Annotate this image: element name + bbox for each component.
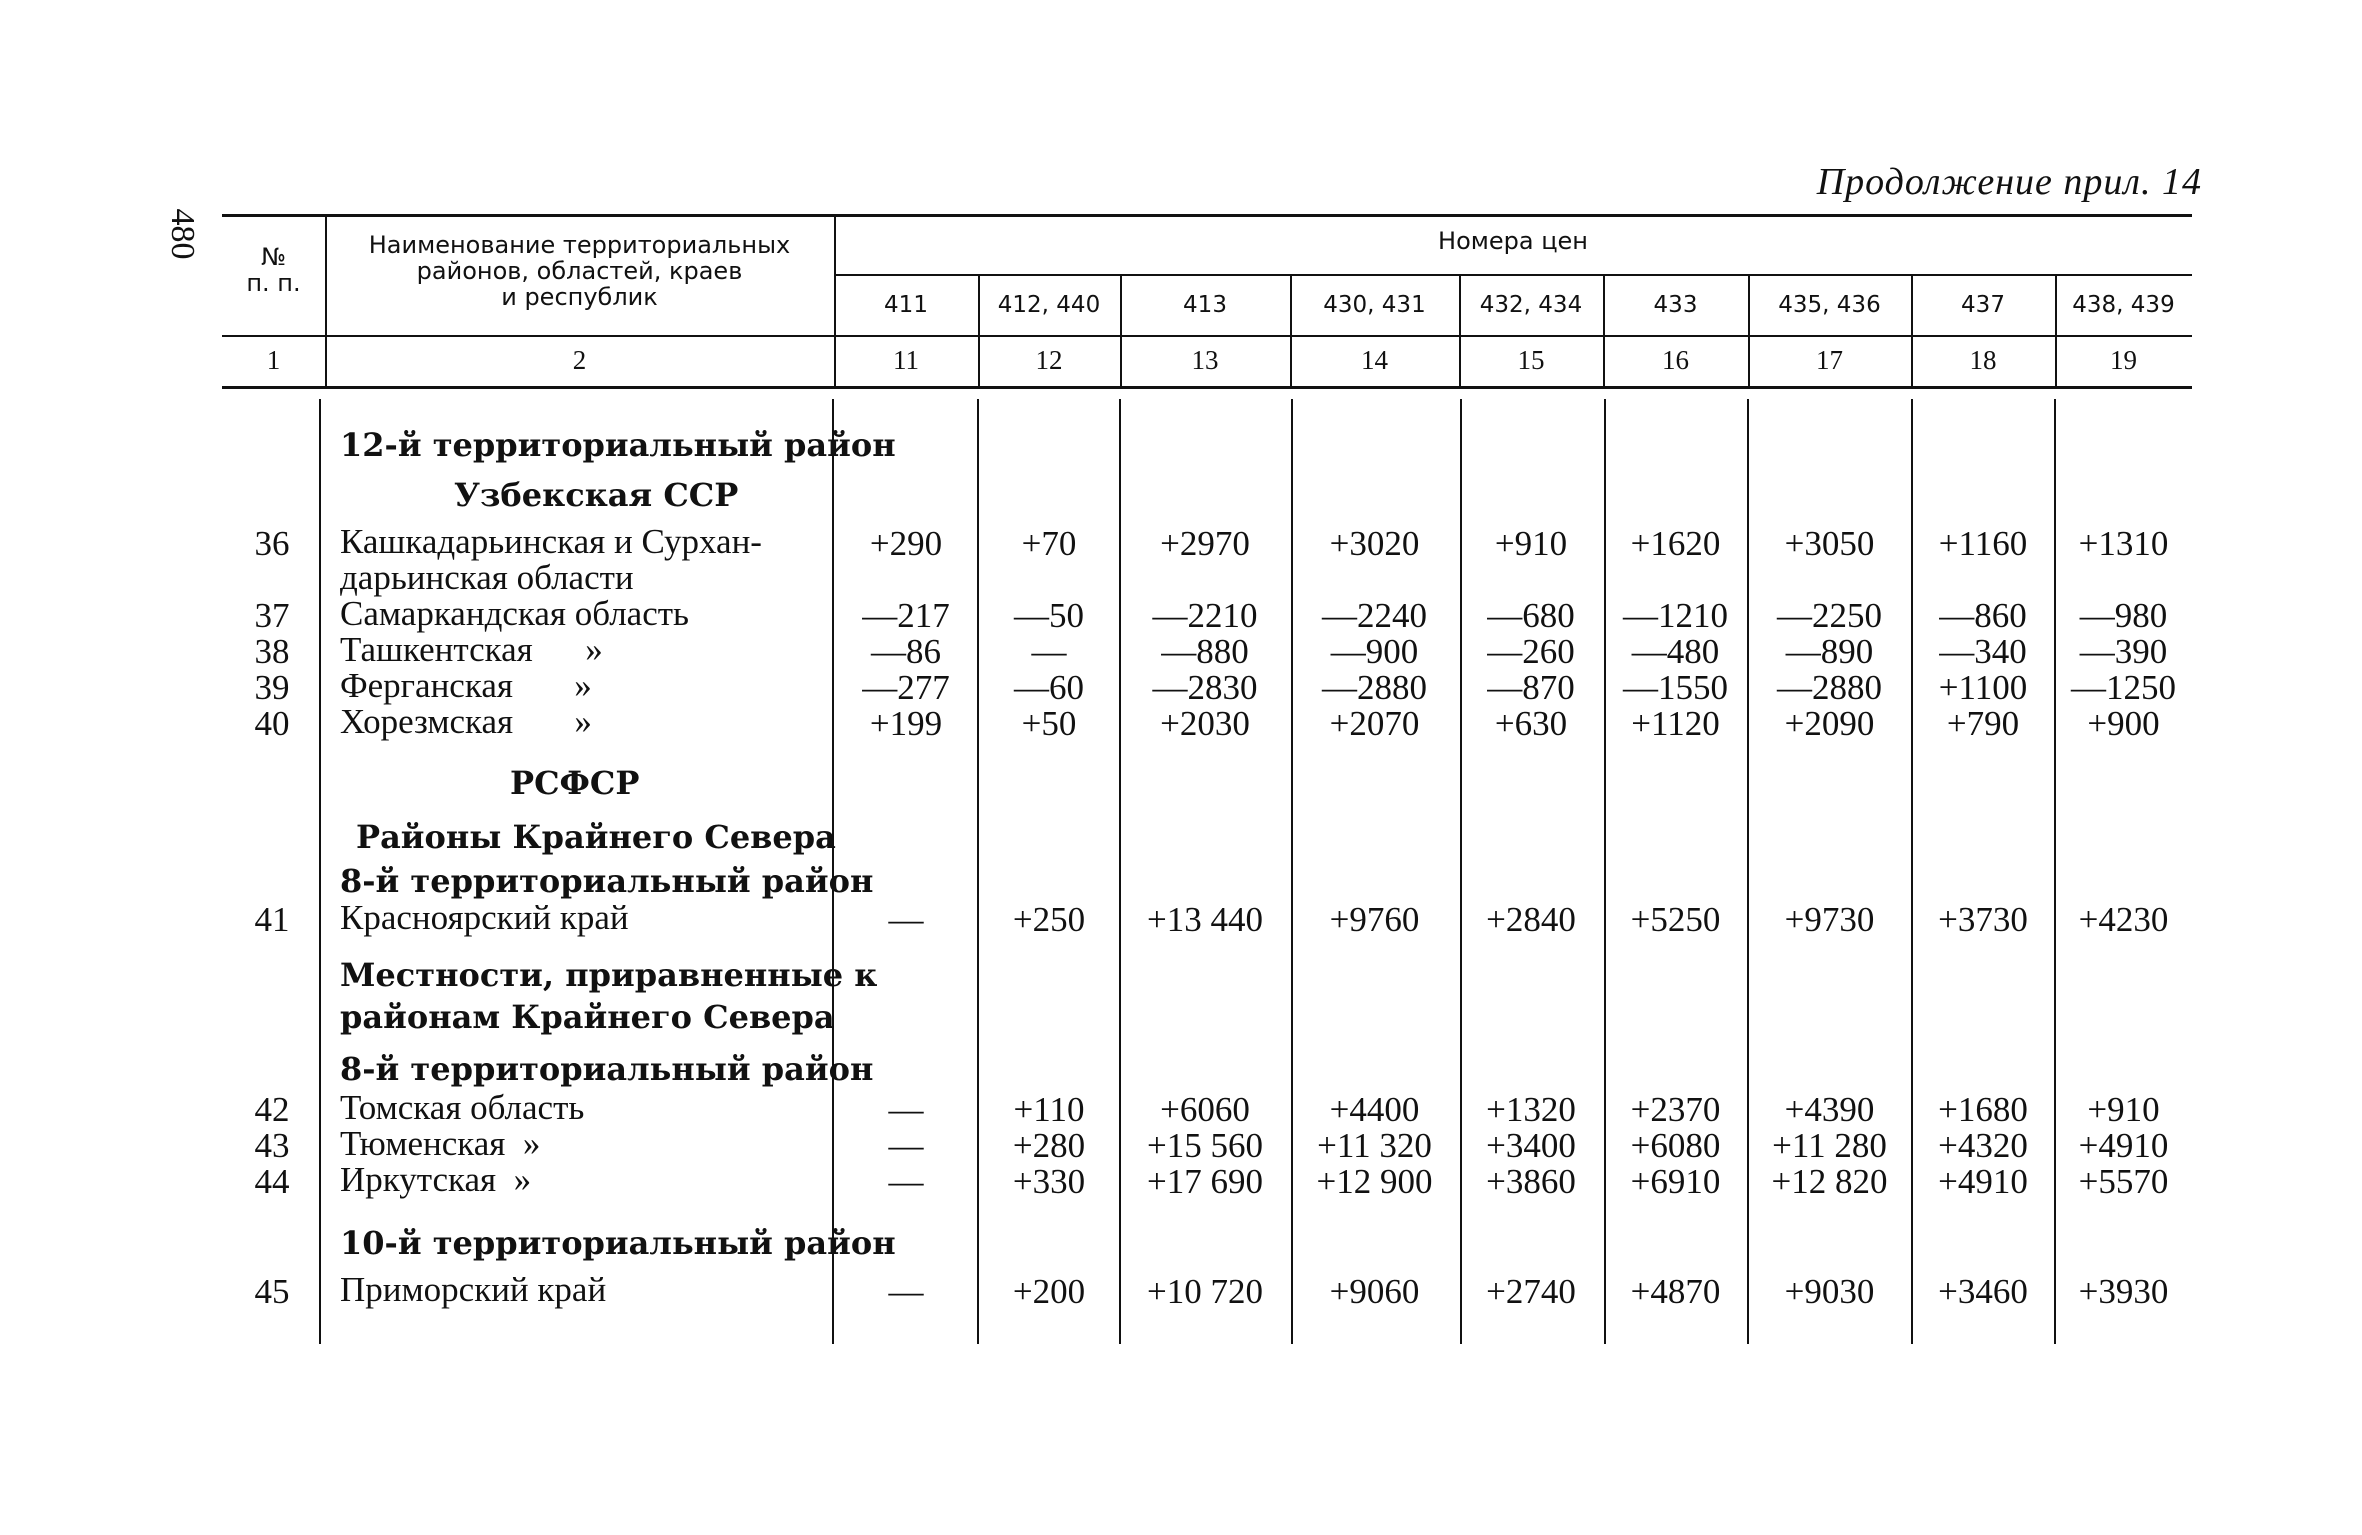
row-name: Приморский край: [340, 1270, 607, 1309]
price-cell: +5570: [2078, 1162, 2169, 1201]
row-number: 40: [254, 704, 290, 743]
price-cell: +200: [1012, 1272, 1086, 1311]
header-no-line1: №: [261, 243, 286, 271]
price-cell: +4320: [1938, 1126, 2028, 1165]
price-cell: +4870: [1630, 1272, 1721, 1311]
column-number-19: 19: [2110, 345, 2137, 375]
header-no-cell: [222, 244, 325, 296]
price-cell: +2070: [1329, 704, 1420, 743]
price-cell: +110: [1013, 1090, 1085, 1129]
price-cell: +6060: [1160, 1090, 1250, 1129]
price-cell: —: [888, 1126, 924, 1165]
price-cell: +50: [1021, 704, 1077, 743]
price-cell: +9730: [1784, 900, 1875, 939]
header-name-line2: районов, областей, краев: [416, 257, 743, 285]
price-cell: +6080: [1630, 1126, 1721, 1165]
row-name: Ферганская »: [340, 666, 592, 705]
price-cell: +11 320: [1317, 1126, 1432, 1165]
price-cell: +290: [869, 524, 943, 563]
section-8-region-a: 8-й территориальный район: [340, 862, 874, 900]
price-cell: +4910: [2078, 1126, 2169, 1165]
price-cell: —2880: [1322, 668, 1427, 707]
continuation-caption: Продолжение прил. 14: [1816, 161, 2202, 203]
page-number: 480: [164, 208, 201, 260]
price-number-1: 411: [884, 292, 928, 318]
price-cell: +3860: [1486, 1162, 1576, 1201]
section-far-north: Районы Крайнего Севера: [356, 818, 836, 856]
price-cell: +4390: [1784, 1090, 1875, 1129]
price-cell: —: [1031, 632, 1067, 671]
price-number-4: 430, 431: [1323, 292, 1426, 318]
price-number-9: 438, 439: [2072, 292, 2175, 318]
price-cell: +9060: [1329, 1272, 1420, 1311]
price-cell: —2830: [1152, 668, 1258, 707]
price-cell: +2370: [1630, 1090, 1721, 1129]
price-cell: —277: [862, 668, 950, 707]
price-cell: —2210: [1152, 596, 1258, 635]
row-name-continued: дарьинская области: [340, 558, 634, 597]
price-cell: —: [888, 1090, 924, 1129]
price-cell: +3050: [1784, 524, 1875, 563]
column-number-1: 1: [266, 345, 281, 375]
price-cell: +12 820: [1771, 1162, 1888, 1201]
price-number-5: 432, 434: [1479, 292, 1583, 318]
price-cell: +3730: [1938, 900, 2028, 939]
price-cell: —1550: [1623, 668, 1728, 707]
price-number-6: 433: [1653, 292, 1698, 318]
price-cell: —900: [1330, 632, 1419, 671]
price-cell: +1310: [2078, 524, 2169, 563]
top-rule: [222, 214, 2192, 217]
section-uzbek-ssr: Узбекская ССР: [454, 476, 739, 514]
price-cell: —890: [1785, 632, 1874, 671]
row-number: 43: [254, 1126, 290, 1165]
section-equated-line2: районам Крайнего Севера: [340, 998, 835, 1036]
price-cell: +2740: [1486, 1272, 1576, 1311]
row-name: Тюменская »: [340, 1124, 541, 1163]
price-cell: +4910: [1938, 1162, 2028, 1201]
row-name: Красноярский край: [340, 898, 629, 937]
price-cell: —: [888, 900, 924, 939]
row-number: 39: [254, 668, 290, 707]
price-cell: —50: [1014, 596, 1084, 635]
price-cell: +330: [1012, 1162, 1086, 1201]
column-number-16: 16: [1662, 345, 1689, 375]
header-prices-label: Номера цен: [1438, 227, 1588, 255]
price-cell: +910: [1494, 524, 1568, 563]
row-name: Ташкентская »: [340, 630, 603, 669]
price-cell: +1120: [1631, 704, 1720, 743]
section-equated-line1: Местности, приравненные к: [340, 956, 878, 994]
row-name: Кашкадарьинская и Сурхан-: [340, 522, 762, 561]
section-10-region: 10-й территориальный район: [340, 1224, 896, 1262]
header-no-line2: п. п.: [246, 269, 301, 297]
price-number-2: 412, 440: [997, 292, 1101, 318]
row-number: 41: [254, 900, 290, 939]
price-cell: —2240: [1322, 596, 1427, 635]
price-cell: +3460: [1938, 1272, 2028, 1311]
price-cell: +70: [1021, 524, 1077, 563]
price-cell: +250: [1012, 900, 1086, 939]
price-cell: —870: [1487, 668, 1575, 707]
price-cell: —217: [862, 596, 950, 635]
row-name: Иркутская »: [340, 1160, 532, 1199]
price-cell: +280: [1012, 1126, 1086, 1165]
row-number: 37: [254, 596, 290, 635]
price-cell: —680: [1487, 596, 1575, 635]
price-cell: —340: [1939, 632, 2027, 671]
price-cell: +630: [1494, 704, 1568, 743]
price-cell: +199: [869, 704, 943, 743]
price-cell: —980: [2079, 596, 2168, 635]
section-12-region: 12-й территориальный район: [340, 426, 896, 464]
row-number: 42: [254, 1090, 290, 1129]
row-name: Самаркандская область: [340, 594, 689, 633]
price-cell: +6910: [1630, 1162, 1721, 1201]
price-cell: +1100: [1938, 668, 2028, 707]
price-cell: +11 280: [1772, 1126, 1887, 1165]
price-cell: +3020: [1329, 524, 1420, 563]
price-cell: +1620: [1630, 524, 1721, 563]
price-cell: —390: [2079, 632, 2168, 671]
price-cell: +4230: [2078, 900, 2169, 939]
price-number-7: 435, 436: [1778, 292, 1881, 318]
price-number-3: 413: [1183, 292, 1227, 318]
price-cell: —260: [1487, 632, 1575, 671]
column-number-14: 14: [1361, 345, 1388, 375]
row-number: 36: [254, 524, 290, 563]
price-cell: +2840: [1486, 900, 1576, 939]
row-number: 38: [254, 632, 290, 671]
prices-subheader-rule: [834, 274, 2192, 276]
row-name: Хорезмская »: [340, 702, 592, 741]
column-number-12: 12: [1035, 345, 1063, 375]
price-cell: +910: [2087, 1090, 2160, 1129]
column-number-15: 15: [1517, 345, 1545, 375]
price-cell: +4400: [1329, 1090, 1420, 1129]
section-8-region-b: 8-й территориальный район: [340, 1050, 874, 1088]
vline-body-1: [319, 399, 321, 1344]
price-cell: +10 720: [1147, 1272, 1263, 1311]
row-number: 44: [254, 1162, 290, 1201]
price-cell: +3930: [2078, 1272, 2169, 1311]
price-cell: +1160: [1938, 524, 2028, 563]
price-cell: —2880: [1777, 668, 1882, 707]
price-cell: +900: [2087, 704, 2160, 743]
price-cell: —860: [1939, 596, 2027, 635]
price-cell: —1210: [1623, 596, 1728, 635]
header-name-cell: [325, 232, 834, 310]
row-name: Томская область: [340, 1088, 585, 1127]
column-number-13: 13: [1191, 345, 1219, 375]
price-number-8: 437: [1961, 292, 2005, 318]
column-number-2: 2: [572, 345, 587, 375]
column-number-17: 17: [1816, 345, 1843, 375]
column-number-18: 18: [1969, 345, 1997, 375]
price-cell: +790: [1946, 704, 2020, 743]
price-cell: +2970: [1160, 524, 1250, 563]
price-cell: +17 690: [1147, 1162, 1263, 1201]
price-cell: +13 440: [1147, 900, 1263, 939]
price-cell: —: [888, 1272, 924, 1311]
price-cell: +1320: [1486, 1090, 1576, 1129]
price-cell: +12 900: [1316, 1162, 1433, 1201]
price-cell: +1680: [1938, 1090, 2028, 1129]
section-rsfsr: РСФСР: [510, 764, 640, 802]
price-cell: +5250: [1630, 900, 1721, 939]
price-cell: —2250: [1777, 596, 1882, 635]
price-cell: —880: [1161, 632, 1249, 671]
price-cell: +15 560: [1147, 1126, 1263, 1165]
price-cell: +9030: [1784, 1272, 1875, 1311]
header-rule: [222, 335, 2192, 337]
price-cell: —1250: [2071, 668, 2176, 707]
price-cell: +2030: [1160, 704, 1250, 743]
price-cell: —: [888, 1162, 924, 1201]
price-cell: —60: [1014, 668, 1084, 707]
price-cell: +3400: [1486, 1126, 1576, 1165]
price-table: [222, 214, 2192, 1344]
price-cell: —86: [871, 632, 941, 671]
price-cell: —480: [1631, 632, 1720, 671]
column-number-11: 11: [893, 345, 919, 375]
price-cell: +9760: [1329, 900, 1420, 939]
header-name-line3: и республик: [501, 283, 658, 311]
header-name-line1: Наименование территориальных: [368, 231, 791, 259]
price-cell: +2090: [1784, 704, 1875, 743]
colnum-rule: [222, 386, 2192, 389]
row-number: 45: [254, 1272, 290, 1311]
